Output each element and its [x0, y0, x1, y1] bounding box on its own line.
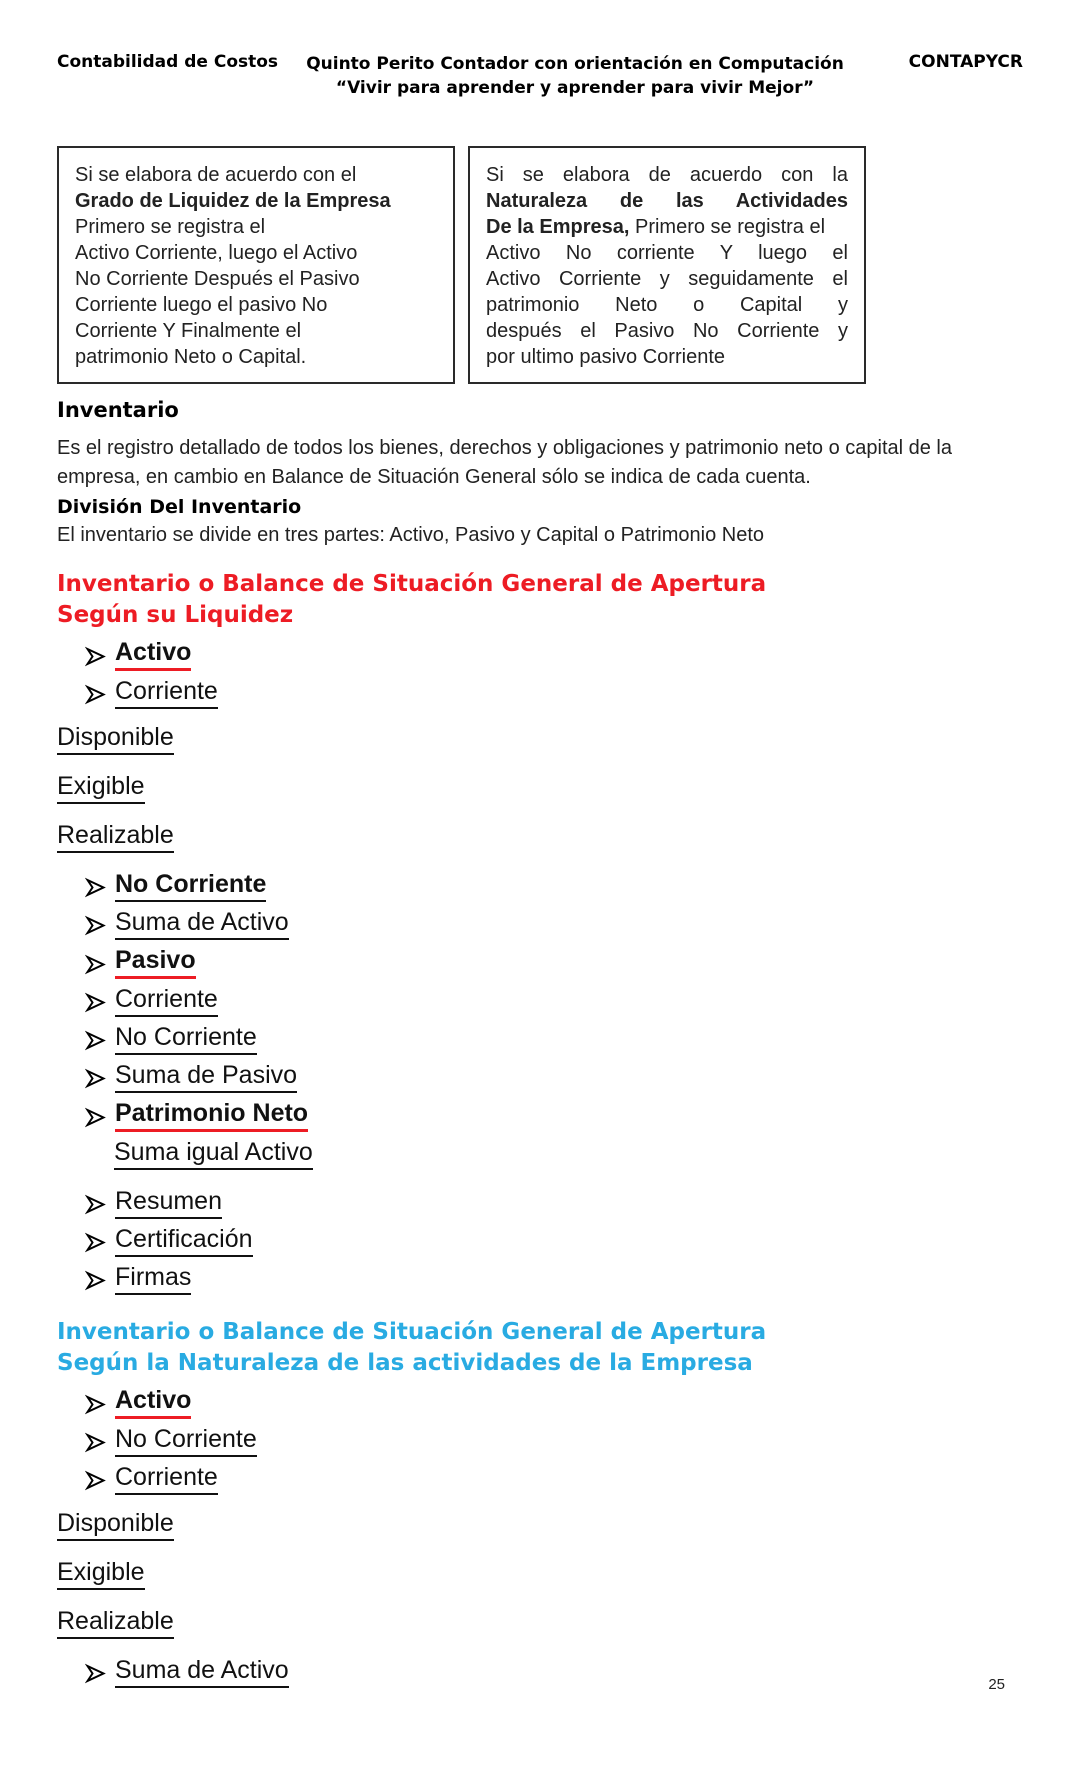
list-item — [85, 1262, 1023, 1295]
list-item-label: Suma igual Activo — [114, 1137, 313, 1170]
arrow-bullet-icon — [85, 1028, 106, 1049]
arrow-bullet-icon — [85, 1268, 106, 1289]
list-item — [85, 1655, 1023, 1688]
box-text-line: Activo No corriente Y luego el — [486, 242, 848, 264]
section-heading — [57, 569, 1023, 631]
arrow-bullet-icon — [85, 913, 106, 934]
section-heading-line: Según la Naturaleza de las actividades de la Empresa — [57, 1350, 753, 1376]
header-motto-line: “Vivir para aprender y aprender para vivir Mejor” — [335, 78, 815, 98]
list-item — [85, 1424, 1023, 1457]
box-text-line: Si se elabora de acuerdo con el — [75, 164, 357, 186]
section-heading-line: Inventario o Balance de Situación General de Apertura — [57, 571, 767, 597]
box-text-line: patrimonio Neto o Capital y — [486, 294, 848, 316]
box-text-line: Si se elabora de acuerdo con la — [486, 164, 848, 186]
list-item — [85, 1098, 1023, 1132]
list-item-label: Corriente — [115, 984, 218, 1017]
list-item-label: Activo — [115, 1385, 191, 1419]
arrow-bullet-icon — [85, 644, 106, 665]
section-heading-line: Inventario o Balance de Situación General de Apertura — [57, 1319, 767, 1345]
inventario-heading: Inventario — [57, 398, 179, 422]
list-item — [85, 945, 1023, 979]
list-item-label: Corriente — [115, 676, 218, 709]
list-item — [85, 1462, 1023, 1495]
box-text-line: No Corriente Después el Pasivo — [75, 268, 360, 290]
list-item — [85, 907, 1023, 940]
list-item-label: Corriente — [115, 1462, 218, 1495]
list-item-label: Certificación — [115, 1224, 253, 1257]
outline-list — [57, 637, 1023, 1295]
list-item-label: Suma de Pasivo — [115, 1060, 297, 1093]
header-center — [287, 52, 863, 100]
arrow-bullet-icon — [85, 1230, 106, 1251]
list-item-label: No Corriente — [115, 1022, 257, 1055]
list-item — [85, 1224, 1023, 1257]
arrow-bullet-icon — [85, 875, 106, 896]
arrow-bullet-icon — [85, 1392, 106, 1413]
list-item-label: Patrimonio Neto — [115, 1098, 308, 1132]
arrow-bullet-icon — [85, 1066, 106, 1087]
list-item — [57, 1606, 1023, 1639]
list-item-label: Pasivo — [115, 945, 196, 979]
list-item-label: Exigible — [57, 771, 145, 804]
list-item — [57, 820, 1023, 853]
list-item — [114, 1137, 1023, 1170]
list-item-label: No Corriente — [115, 869, 266, 902]
box-text-line: Corriente Y Finalmente el — [75, 320, 302, 342]
box-text-line: después el Pasivo No Corriente y — [486, 320, 848, 342]
division-text: El inventario se divide en tres partes: Activo, Pasivo y Capital o Patrimonio Neto — [57, 524, 765, 546]
section-heading-line: Según su Liquidez — [57, 602, 294, 628]
box-text-line: De la Empresa, Primero se registra el — [486, 216, 826, 238]
list-item-label: Suma de Activo — [115, 907, 289, 940]
box-text-line: patrimonio Neto o Capital. — [75, 346, 307, 368]
list-item-label: Firmas — [115, 1262, 191, 1295]
list-item-label: Realizable — [57, 820, 174, 853]
arrow-bullet-icon — [85, 990, 106, 1011]
arrow-bullet-icon — [85, 1468, 106, 1489]
header-brand: CONTAPYCR — [908, 52, 1023, 72]
arrow-bullet-icon — [85, 1430, 106, 1451]
box-text-line: Grado de Liquidez de la Empresa — [75, 190, 391, 212]
list-item-label: Disponible — [57, 1508, 174, 1541]
arrow-bullet-icon — [85, 1661, 106, 1682]
list-item-label: Exigible — [57, 1557, 145, 1590]
list-item — [85, 1186, 1023, 1219]
list-item — [85, 1022, 1023, 1055]
box-text-line: Activo Corriente y seguidamente el — [486, 268, 848, 290]
list-item-label: Activo — [115, 637, 191, 671]
list-item — [57, 722, 1023, 755]
list-item-label: Disponible — [57, 722, 174, 755]
list-item — [85, 676, 1023, 709]
list-item — [57, 1557, 1023, 1590]
liquidity-order-box — [57, 146, 455, 384]
header-program-line: Quinto Perito Contador con orientación en Computación — [306, 54, 844, 74]
list-item — [85, 637, 1023, 671]
arrow-bullet-icon — [85, 682, 106, 703]
section-heading — [57, 1317, 1023, 1379]
list-item-label: Realizable — [57, 1606, 174, 1639]
outline-list — [57, 1385, 1023, 1688]
list-item — [85, 869, 1023, 902]
list-item — [57, 1508, 1023, 1541]
box-text-line: por ultimo pasivo Corriente — [486, 346, 725, 368]
list-item — [57, 771, 1023, 804]
box-text-line: Corriente luego el pasivo No — [75, 294, 328, 316]
box-text-line: Activo Corriente, luego el Activo — [75, 242, 358, 264]
list-item — [85, 984, 1023, 1017]
comparison-boxes — [57, 146, 1023, 384]
page-header — [0, 0, 1080, 100]
inventory-sections — [57, 569, 1023, 1688]
list-item — [85, 1060, 1023, 1093]
arrow-bullet-icon — [85, 952, 106, 973]
nature-order-box — [468, 146, 866, 384]
list-item-label: No Corriente — [115, 1424, 257, 1457]
page-number: 25 — [988, 1676, 1005, 1693]
box-text-line: Naturaleza de las Actividades — [486, 190, 848, 212]
arrow-bullet-icon — [85, 1192, 106, 1213]
inventario-paragraph: Es el registro detallado de todos los bienes, derechos y obligaciones y patrimonio neto o capital de la empresa, en cambio en Balance de Situación General sólo se indica de cada cuenta. — [57, 437, 952, 488]
page-content — [57, 398, 1023, 1688]
list-item-label: Suma de Activo — [115, 1655, 289, 1688]
list-item-label: Resumen — [115, 1186, 222, 1219]
box-text-line: Primero se registra el — [75, 216, 266, 238]
division-heading: División Del Inventario — [57, 496, 302, 518]
list-item — [85, 1385, 1023, 1419]
header-course-title: Contabilidad de Costos — [57, 52, 279, 72]
arrow-bullet-icon — [85, 1105, 106, 1126]
